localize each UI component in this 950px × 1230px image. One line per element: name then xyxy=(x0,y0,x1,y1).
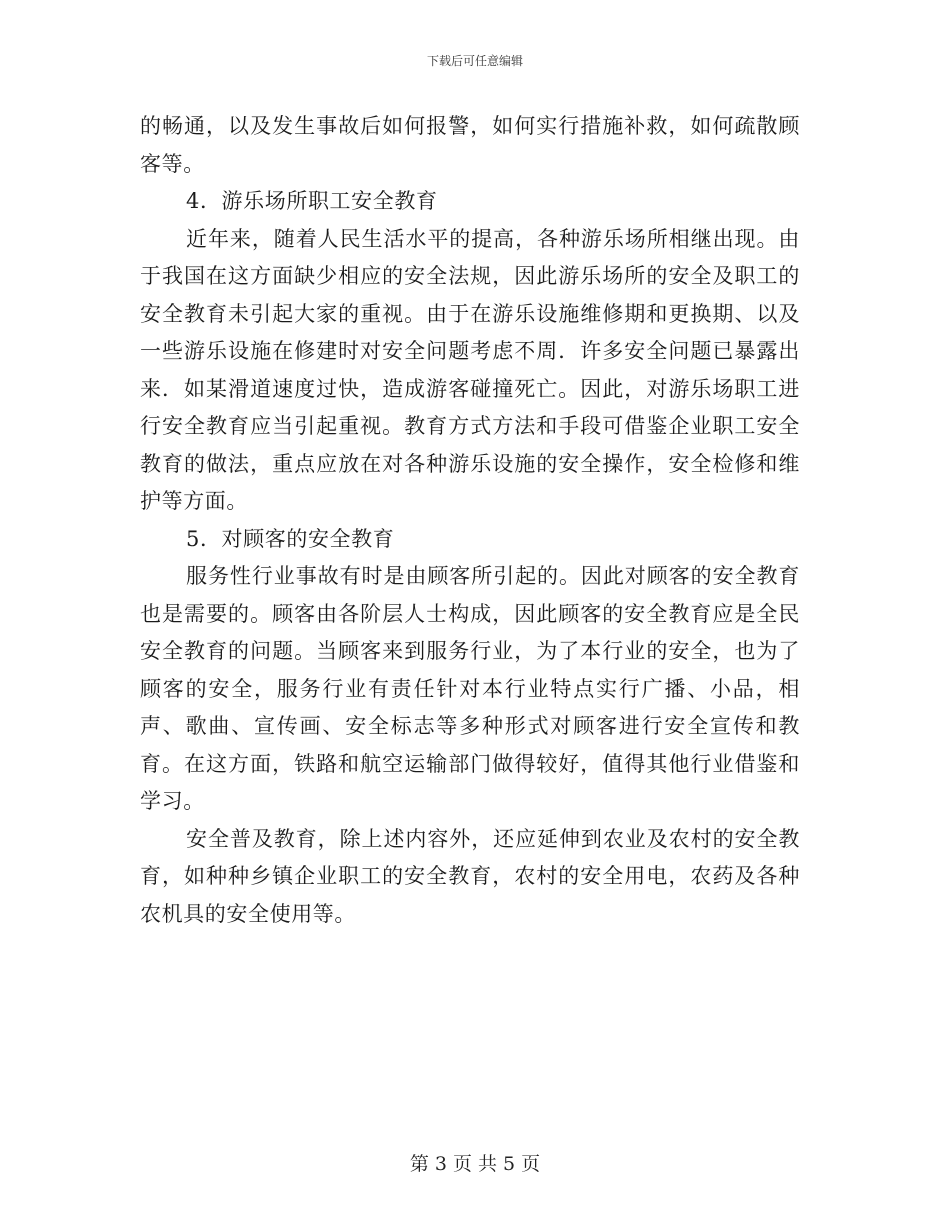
section-heading-5: 5．对顾客的安全教育 xyxy=(186,526,395,551)
paragraph-continuation: 的畅通，以及发生事故后如何报警，如何实行措施补救，如何疏散顾客等。 xyxy=(140,114,800,176)
paragraph-amusement-staff: 近年来，随着人民生活水平的提高，各种游乐场所相继出现。由于我国在这方面缺少相应的安全法规，因此游乐场所的安全及职工的安全教育未引起大家的重视。由于在游乐设施维修期和更换期、以及一些游乐设施在修建时对安全问题考虑不周．许多安全问题已暴露出来．如某滑道速度过快，造成游客碰撞死亡。因此，对游乐场职工进行安全教育应当引起重视。教育方式方法和手段可借鉴企业职工安全教育的做法，重点应放在对各种游乐设施的安全操作，安全检修和维护等方面。 xyxy=(140,226,800,513)
section-heading-4: 4．游乐场所职工安全教育 xyxy=(186,189,438,213)
paragraph-rural-education: 安全普及教育，除上述内容外，还应延伸到农业及农村的安全教育，如种种乡镇企业职工的安全教育，农村的安全用电，农药及各种农机具的安全使用等。 xyxy=(140,826,800,926)
paragraph-customer-education: 服务性行业事故有时是由顾客所引起的。因此对顾客的安全教育也是需要的。顾客由各阶层人士构成，因此顾客的安全教育应是全民安全教育的问题。当顾客来到服务行业，为了本行业的安全，也为了顾客的安全，服务行业有责任针对本行业特点实行广播、小品，相声、歌曲、宣传画、安全标志等多种形式对顾客进行安全宣传和教育。在这方面，铁路和航空运输部门做得较好，值得其他行业借鉴和学习。 xyxy=(140,564,800,813)
page-header: 下载后可任意编辑 xyxy=(426,54,523,68)
document-body xyxy=(140,108,800,933)
page-number-footer: 第 3 页 共 5 页 xyxy=(409,1153,541,1175)
